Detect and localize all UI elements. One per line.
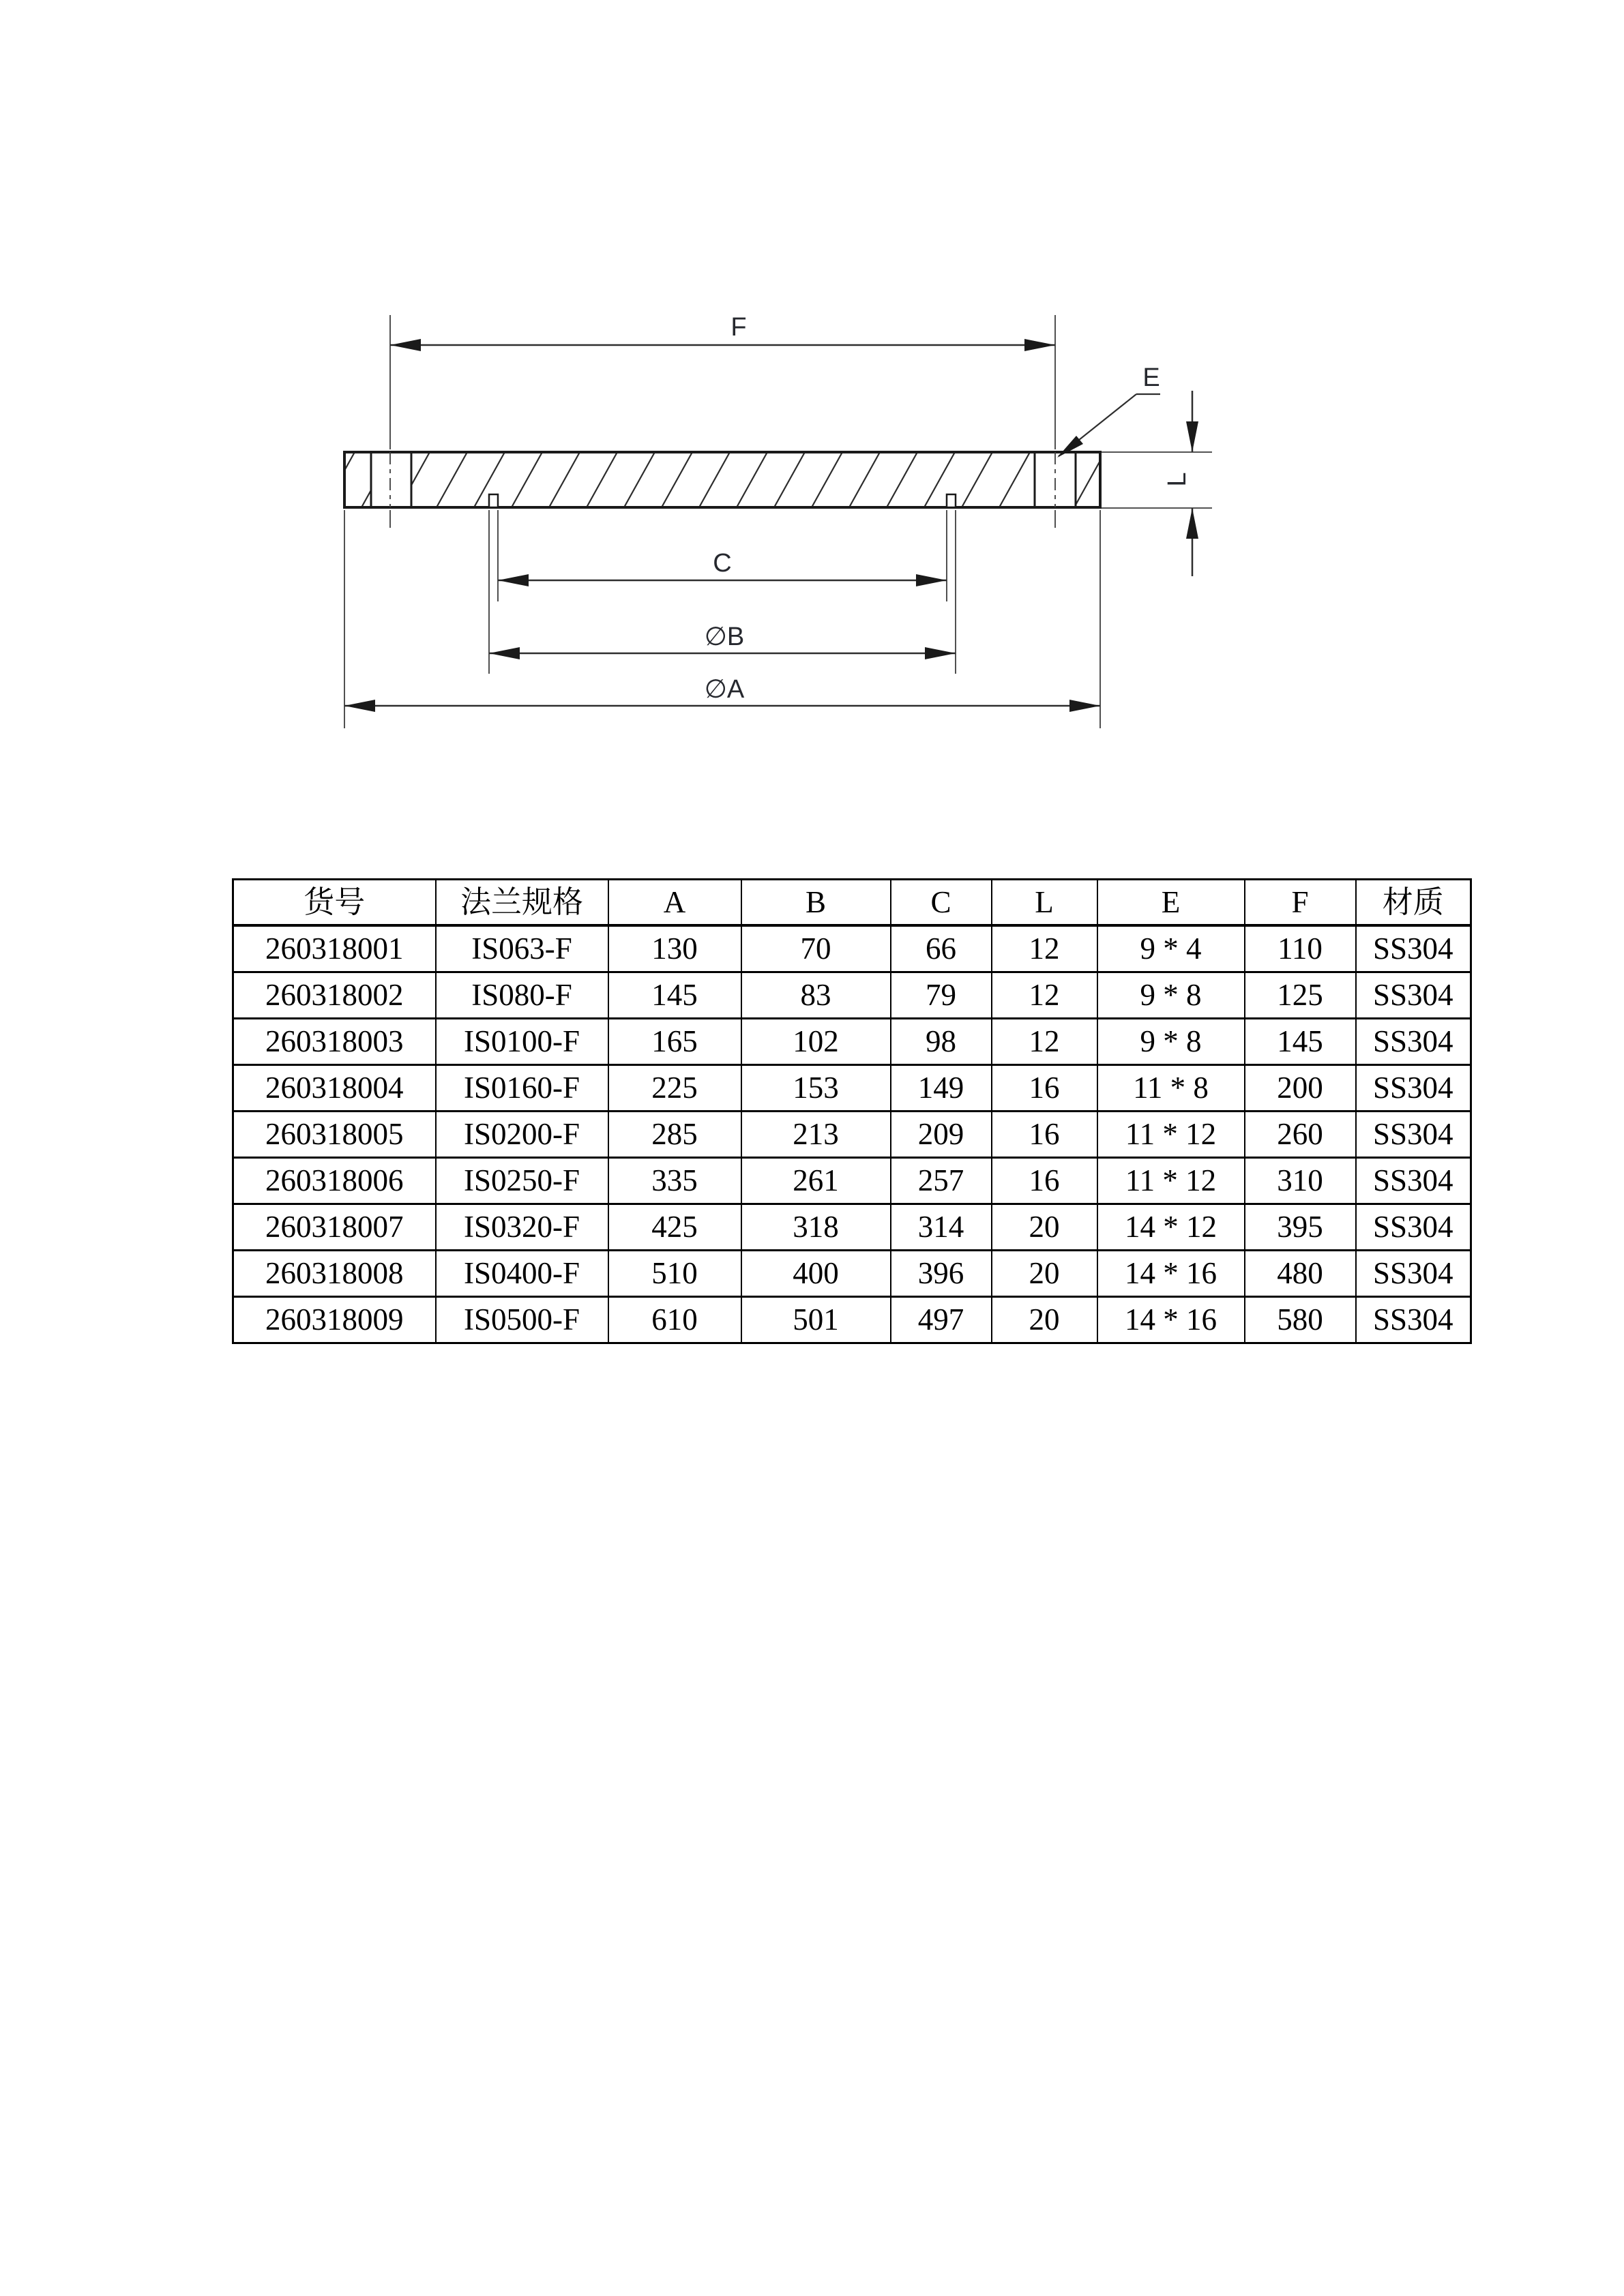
table-cell: 209 xyxy=(891,1112,992,1158)
table-cell: 11 * 12 xyxy=(1097,1158,1245,1204)
column-header-f: F xyxy=(1245,880,1356,926)
table-cell: IS0100-F xyxy=(436,1019,608,1065)
table-cell: 260318001 xyxy=(233,925,436,972)
flange-drawing xyxy=(0,0,1624,784)
table-cell: 257 xyxy=(891,1158,992,1204)
table-cell: 310 xyxy=(1245,1158,1356,1204)
table-cell: 213 xyxy=(741,1112,891,1158)
table-cell: 165 xyxy=(608,1019,741,1065)
table-row xyxy=(233,1112,1471,1158)
left-notch xyxy=(489,494,498,507)
table-cell: 501 xyxy=(741,1297,891,1343)
table-cell: 153 xyxy=(741,1065,891,1112)
table-cell: IS0250-F xyxy=(436,1158,608,1204)
table-cell: 260318004 xyxy=(233,1065,436,1112)
table-cell: 9 * 8 xyxy=(1097,1019,1245,1065)
column-header-material: 材质 xyxy=(1356,880,1471,926)
table-cell: 285 xyxy=(608,1112,741,1158)
table-cell: SS304 xyxy=(1356,1112,1471,1158)
dimension-f xyxy=(390,313,1055,351)
table-cell: 335 xyxy=(608,1158,741,1204)
table-cell: 14 * 12 xyxy=(1097,1204,1245,1251)
table-cell: 83 xyxy=(741,972,891,1019)
table-cell: 20 xyxy=(992,1297,1097,1343)
table-cell: 395 xyxy=(1245,1204,1356,1251)
column-header-c: C xyxy=(891,880,992,926)
label-f: F xyxy=(730,313,747,342)
column-header-l: L xyxy=(992,880,1097,926)
table-cell: SS304 xyxy=(1356,1065,1471,1112)
table-cell: 70 xyxy=(741,925,891,972)
table-cell: 130 xyxy=(608,925,741,972)
label-b: ∅B xyxy=(704,623,745,651)
table-cell: SS304 xyxy=(1356,925,1471,972)
table-cell: 110 xyxy=(1245,925,1356,972)
column-header-a: A xyxy=(608,880,741,926)
table-row xyxy=(233,972,1471,1019)
table-row xyxy=(233,1204,1471,1251)
hatch-fill xyxy=(344,452,1100,507)
table-cell: IS0400-F xyxy=(436,1251,608,1297)
table-cell: 580 xyxy=(1245,1297,1356,1343)
table-cell: 9 * 8 xyxy=(1097,972,1245,1019)
table-cell: IS0500-F xyxy=(436,1297,608,1343)
table-cell: 200 xyxy=(1245,1065,1356,1112)
table-row xyxy=(233,1065,1471,1112)
label-c: C xyxy=(713,549,732,578)
table-cell: 20 xyxy=(992,1204,1097,1251)
table-cell: 11 * 8 xyxy=(1097,1065,1245,1112)
table-row xyxy=(233,1158,1471,1204)
table-cell: SS304 xyxy=(1356,1158,1471,1204)
flange-cross-section xyxy=(344,315,1100,528)
table-cell: 98 xyxy=(891,1019,992,1065)
table-cell: 12 xyxy=(992,1019,1097,1065)
table-cell: 225 xyxy=(608,1065,741,1112)
table-cell: IS0200-F xyxy=(436,1112,608,1158)
table-row xyxy=(233,1019,1471,1065)
dimension-b xyxy=(489,510,956,674)
column-header-b: B xyxy=(741,880,891,926)
table-cell: 260318005 xyxy=(233,1112,436,1158)
table-cell: 510 xyxy=(608,1251,741,1297)
table-cell: 149 xyxy=(891,1065,992,1112)
table-cell: 102 xyxy=(741,1019,891,1065)
table-cell: 9 * 4 xyxy=(1097,925,1245,972)
table-cell: 260318003 xyxy=(233,1019,436,1065)
table-row xyxy=(233,1297,1471,1343)
table-cell: 260318002 xyxy=(233,972,436,1019)
table-cell: 66 xyxy=(891,925,992,972)
label-l: L xyxy=(1163,472,1192,487)
table-cell: 14 * 16 xyxy=(1097,1251,1245,1297)
table-cell: 79 xyxy=(891,972,992,1019)
dimension-a xyxy=(344,510,1100,728)
table-cell: SS304 xyxy=(1356,972,1471,1019)
table-cell: IS0320-F xyxy=(436,1204,608,1251)
table-cell: 16 xyxy=(992,1112,1097,1158)
column-header-spec: 法兰规格 xyxy=(436,880,608,926)
dimension-l xyxy=(1102,391,1212,576)
table-cell: 12 xyxy=(992,925,1097,972)
column-header-item-no: 货号 xyxy=(233,880,436,926)
table-cell: 20 xyxy=(992,1251,1097,1297)
table-cell: 425 xyxy=(608,1204,741,1251)
table-cell: 125 xyxy=(1245,972,1356,1019)
table-cell: 314 xyxy=(891,1204,992,1251)
table-cell: 260318007 xyxy=(233,1204,436,1251)
dimension-c xyxy=(498,510,947,601)
table-cell: IS063-F xyxy=(436,925,608,972)
table-cell: 14 * 16 xyxy=(1097,1297,1245,1343)
table-cell: SS304 xyxy=(1356,1251,1471,1297)
column-header-e: E xyxy=(1097,880,1245,926)
header-row xyxy=(233,880,1471,926)
label-e: E xyxy=(1142,363,1160,392)
table-cell: 497 xyxy=(891,1297,992,1343)
table-cell: SS304 xyxy=(1356,1204,1471,1251)
leader-e xyxy=(1057,363,1160,458)
table-row xyxy=(233,1251,1471,1297)
table-cell: 260318006 xyxy=(233,1158,436,1204)
table-cell: 145 xyxy=(608,972,741,1019)
table-cell: SS304 xyxy=(1356,1297,1471,1343)
right-notch xyxy=(947,494,956,507)
table-cell: 11 * 12 xyxy=(1097,1112,1245,1158)
table-cell: 145 xyxy=(1245,1019,1356,1065)
table-cell: SS304 xyxy=(1356,1019,1471,1065)
table-cell: 400 xyxy=(741,1251,891,1297)
table-cell: 318 xyxy=(741,1204,891,1251)
table-cell: 396 xyxy=(891,1251,992,1297)
table-cell: 261 xyxy=(741,1158,891,1204)
table-cell: 610 xyxy=(608,1297,741,1343)
table-cell: IS080-F xyxy=(436,972,608,1019)
table-row xyxy=(233,925,1471,972)
table-cell: 260 xyxy=(1245,1112,1356,1158)
table-cell: 480 xyxy=(1245,1251,1356,1297)
table-cell: 260318009 xyxy=(233,1297,436,1343)
table-cell: 12 xyxy=(992,972,1097,1019)
flange-spec-table xyxy=(232,878,1472,1344)
table-cell: 16 xyxy=(992,1158,1097,1204)
label-a: ∅A xyxy=(704,675,745,704)
table-cell: IS0160-F xyxy=(436,1065,608,1112)
table-cell: 16 xyxy=(992,1065,1097,1112)
table-cell: 260318008 xyxy=(233,1251,436,1297)
